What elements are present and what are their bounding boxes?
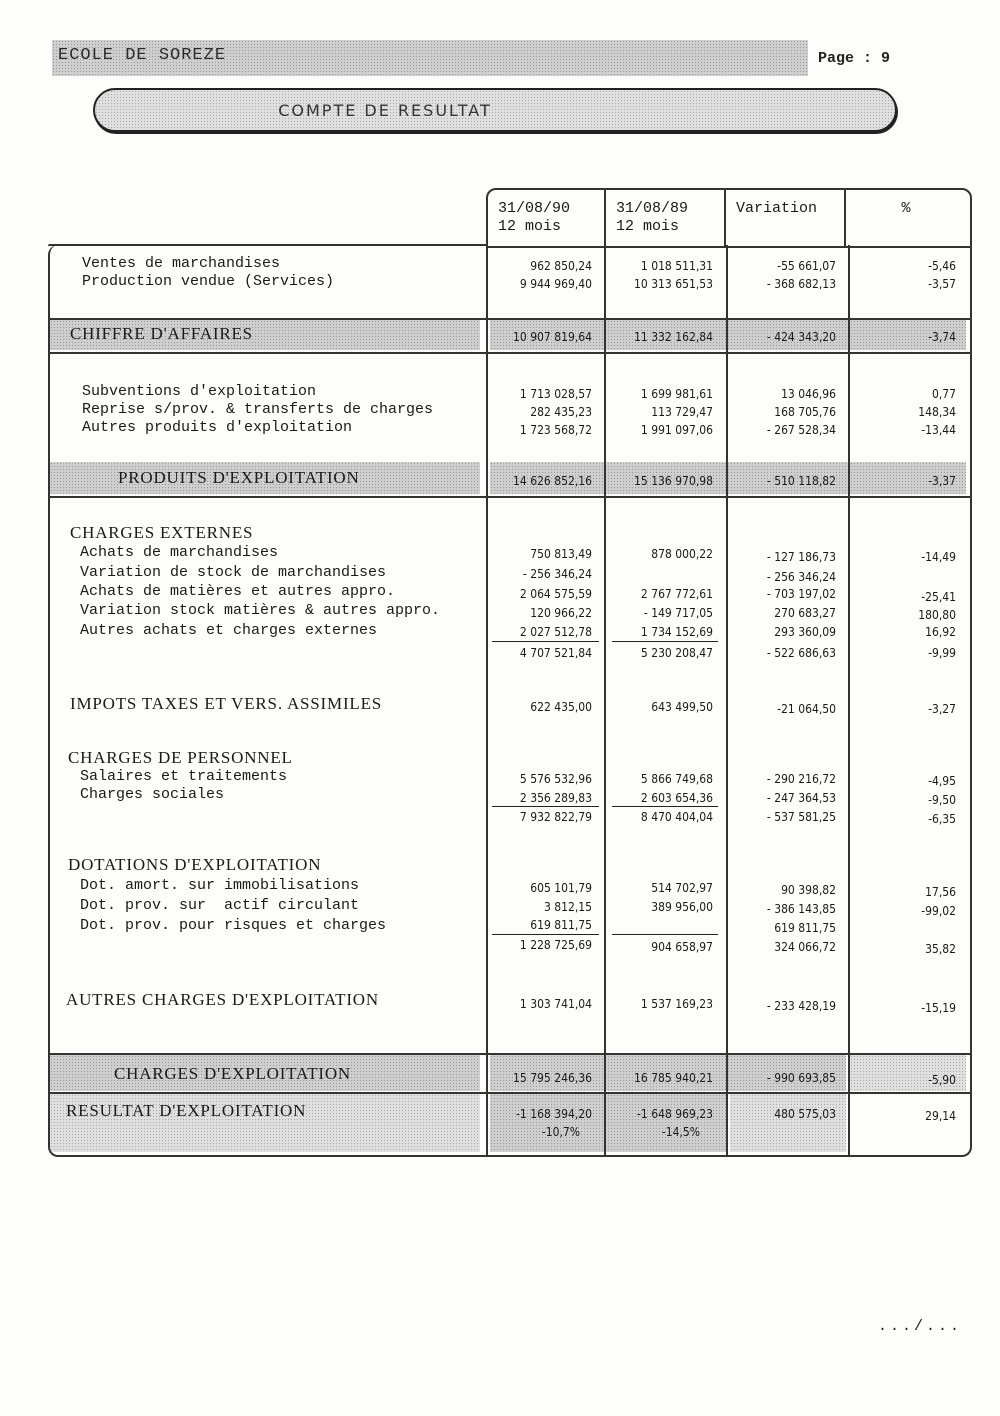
cell-v90: 120 966,22 xyxy=(530,606,592,620)
subtotal-rule xyxy=(612,641,718,642)
cell-var: 13 046,96 xyxy=(781,387,836,401)
total-label-produits-exploitation: PRODUITS D'EXPLOITATION xyxy=(118,468,360,487)
section-title-dotations: DOTATIONS D'EXPLOITATION xyxy=(68,855,322,874)
cell-v89: 5 866 749,68 xyxy=(640,772,713,786)
cell-v90: -1 168 394,20 xyxy=(516,1107,592,1121)
cell-var: - 424 343,20 xyxy=(766,330,836,344)
cell-var: - 290 216,72 xyxy=(766,772,836,786)
cell-v90: 605 101,79 xyxy=(530,881,592,895)
cell-var: - 247 364,53 xyxy=(766,791,836,805)
cell-var: - 127 186,73 xyxy=(766,550,836,564)
subtotal-v89: 904 658,97 xyxy=(651,940,713,954)
cell-v89-pct: -14,5% xyxy=(661,1125,700,1139)
cell-var: 90 398,82 xyxy=(781,883,836,897)
cell-pct: 0,77 xyxy=(931,387,956,401)
col-header-percent: % xyxy=(901,200,911,217)
cell-v89: 643 499,50 xyxy=(651,700,713,714)
row-label-autres-produits: Autres produits d'exploitation xyxy=(82,419,353,436)
row-label-subventions: Subventions d'exploitation xyxy=(82,383,317,400)
subtotal-rule xyxy=(492,641,599,642)
total-label-chiffre-affaires: CHIFFRE D'AFFAIRES xyxy=(70,324,253,343)
cell-v90: 15 795 246,36 xyxy=(513,1071,592,1085)
row-divider xyxy=(48,1092,970,1094)
cell-pct: 17,56 xyxy=(925,885,956,899)
cell-v89: - 149 717,05 xyxy=(643,606,713,620)
row-divider xyxy=(48,496,970,498)
cell-v89: 878 000,22 xyxy=(651,547,713,561)
row-label-reprise-prov: Reprise s/prov. & transferts de charges xyxy=(82,401,434,418)
cell-v89: 389 956,00 xyxy=(651,900,713,914)
cell-v90: - 256 346,24 xyxy=(522,567,592,581)
cell-pct: 148,34 xyxy=(918,405,956,419)
subtotal-v90: 4 707 521,84 xyxy=(519,646,592,660)
cell-var: - 256 346,24 xyxy=(766,570,836,584)
cell-v89: 1 699 981,61 xyxy=(640,387,713,401)
cell-pct: -13,44 xyxy=(921,423,956,437)
cell-pct: -3,37 xyxy=(928,474,956,488)
cell-var: - 510 118,82 xyxy=(766,474,836,488)
cell-pct: -9,50 xyxy=(928,793,956,807)
cell-pct: 29,14 xyxy=(925,1109,956,1123)
cell-var: -55 661,07 xyxy=(777,259,836,273)
row-label: Achats de marchandises xyxy=(80,544,279,561)
section-title-charges-personnel: CHARGES DE PERSONNEL xyxy=(68,748,293,767)
row-divider xyxy=(48,1053,970,1055)
table-top-border xyxy=(48,244,488,246)
total-label-charges-exploitation: CHARGES D'EXPLOITATION xyxy=(114,1064,351,1083)
cell-v90: 1 723 568,72 xyxy=(519,423,592,437)
row-label-impots-taxes: IMPOTS TAXES ET VERS. ASSIMILES xyxy=(70,694,383,713)
cell-var: -21 064,50 xyxy=(777,702,836,716)
subtotal-rule xyxy=(612,934,718,935)
subtotal-var: - 537 581,25 xyxy=(766,810,836,824)
cell-v89: 10 313 651,53 xyxy=(634,277,713,291)
cell-v90: 619 811,75 xyxy=(530,918,592,932)
col-header-1990: 31/08/90 12 mois xyxy=(488,190,606,246)
subtotal-v89: 5 230 208,47 xyxy=(640,646,713,660)
subtotal-pct: -9,99 xyxy=(928,646,956,660)
cell-pct: -5,90 xyxy=(928,1073,956,1087)
cell-var: - 990 693,85 xyxy=(766,1071,836,1085)
cell-v90: 3 812,15 xyxy=(543,900,592,914)
row-label-autres-charges: AUTRES CHARGES D'EXPLOITATION xyxy=(66,990,379,1009)
cell-v90: 750 813,49 xyxy=(530,547,592,561)
cell-v90: 282 435,23 xyxy=(530,405,592,419)
cell-var: - 233 428,19 xyxy=(766,999,836,1013)
cell-pct: -15,19 xyxy=(921,1001,956,1015)
col-divider xyxy=(604,245,606,1157)
col-header-1989: 31/08/89 12 mois xyxy=(606,190,726,246)
cell-pct: -14,49 xyxy=(921,550,956,564)
col-divider xyxy=(486,245,488,1157)
cell-var: 293 360,09 xyxy=(774,625,836,639)
cell-v90: 1 303 741,04 xyxy=(519,997,592,1011)
row-label: Achats de matières et autres appro. xyxy=(80,583,396,600)
cell-var: 168 705,76 xyxy=(774,405,836,419)
row-label: Salaires et traitements xyxy=(80,768,288,785)
cell-pct: 180,80 xyxy=(918,608,956,622)
subtotal-v90: 7 932 822,79 xyxy=(519,810,592,824)
continuation-mark: .../... xyxy=(878,1318,963,1335)
cell-v90: 10 907 819,64 xyxy=(513,330,592,344)
cell-var: 270 683,27 xyxy=(774,606,836,620)
row-label: Dot. prov. sur actif circulant xyxy=(80,897,360,914)
cell-v89: 2 767 772,61 xyxy=(640,587,713,601)
cell-pct: -4,95 xyxy=(928,774,956,788)
cell-v90: 9 944 969,40 xyxy=(519,277,592,291)
cell-v90: 962 850,24 xyxy=(530,259,592,273)
row-divider xyxy=(48,352,970,354)
total-label-resultat-exploitation: RESULTAT D'EXPLOITATION xyxy=(66,1101,307,1120)
cell-v89: 1 991 097,06 xyxy=(640,423,713,437)
row-divider xyxy=(48,318,970,320)
cell-v90: 2 027 512,78 xyxy=(519,625,592,639)
cell-v90: 1 713 028,57 xyxy=(519,387,592,401)
row-label: Dot. amort. sur immobilisations xyxy=(80,877,360,894)
cell-pct: -3,74 xyxy=(928,330,956,344)
subtotal-rule xyxy=(492,806,599,807)
cell-var: - 267 528,34 xyxy=(766,423,836,437)
row-label-ventes-marchandises: Ventes de marchandises xyxy=(82,255,281,272)
subtotal-v90: 1 228 725,69 xyxy=(519,938,592,952)
subtotal-pct: -6,35 xyxy=(928,812,956,826)
cell-pct: -5,46 xyxy=(928,259,956,273)
subtotal-v89: 8 470 404,04 xyxy=(640,810,713,824)
cell-v90: 2 356 289,83 xyxy=(519,791,592,805)
row-label-production-vendue: Production vendue (Services) xyxy=(82,273,335,290)
row-label: Charges sociales xyxy=(80,786,225,803)
cell-v89: 11 332 162,84 xyxy=(634,330,713,344)
subtotal-var: 324 066,72 xyxy=(774,940,836,954)
cell-var: 480 575,03 xyxy=(774,1107,836,1121)
column-headers xyxy=(486,188,972,248)
cell-v89: 2 603 654,36 xyxy=(640,791,713,805)
cell-var: - 386 143,85 xyxy=(766,902,836,916)
school-name: ECOLE DE SOREZE xyxy=(58,46,227,65)
cell-v90: 14 626 852,16 xyxy=(513,474,592,488)
cell-v89: 15 136 970,98 xyxy=(634,474,713,488)
cell-v89: 514 702,97 xyxy=(651,881,713,895)
cell-v90: 5 576 532,96 xyxy=(519,772,592,786)
cell-v89: 1 537 169,23 xyxy=(640,997,713,1011)
cell-var: - 703 197,02 xyxy=(766,587,836,601)
cell-pct: -99,02 xyxy=(921,904,956,918)
page-number: Page : 9 xyxy=(818,50,891,67)
cell-v89: 16 785 940,21 xyxy=(634,1071,713,1085)
cell-var: 619 811,75 xyxy=(774,921,836,935)
document-title-banner xyxy=(93,88,897,132)
subtotal-rule xyxy=(612,806,718,807)
cell-v89: -1 648 969,23 xyxy=(637,1107,713,1121)
cell-v90: 2 064 575,59 xyxy=(519,587,592,601)
cell-pct: -3,27 xyxy=(928,702,956,716)
row-label: Variation de stock de marchandises xyxy=(80,564,387,581)
cell-v89: 113 729,47 xyxy=(651,405,713,419)
cell-pct: 16,92 xyxy=(925,625,956,639)
cell-pct: -25,41 xyxy=(921,590,956,604)
col-header-variation: Variation xyxy=(726,190,846,246)
subtotal-rule xyxy=(492,934,599,935)
cell-v90-pct: -10,7% xyxy=(541,1125,580,1139)
section-title-charges-externes: CHARGES EXTERNES xyxy=(70,523,254,542)
row-label: Dot. prov. pour risques et charges xyxy=(80,917,387,934)
subtotal-var: - 522 686,63 xyxy=(766,646,836,660)
cell-v89: 1 018 511,31 xyxy=(640,259,713,273)
col-divider xyxy=(726,245,728,1157)
document-title: COMPTE DE RESULTAT xyxy=(278,100,492,120)
row-label: Variation stock matières & autres appro. xyxy=(80,602,441,619)
subtotal-pct: 35,82 xyxy=(925,942,956,956)
cell-v89: 1 734 152,69 xyxy=(640,625,713,639)
cell-pct: -3,57 xyxy=(928,277,956,291)
cell-v90: 622 435,00 xyxy=(530,700,592,714)
row-label: Autres achats et charges externes xyxy=(80,622,378,639)
cell-var: - 368 682,13 xyxy=(766,277,836,291)
